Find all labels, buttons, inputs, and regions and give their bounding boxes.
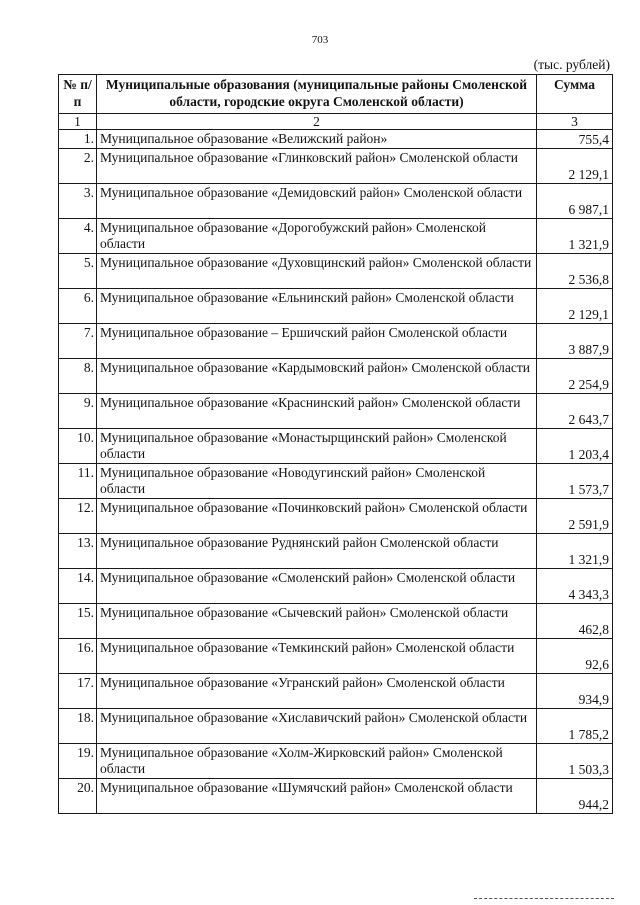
row-number: 7. xyxy=(59,324,97,359)
municipality-name: Муниципальное образование «Сычевский район» Смоленской области xyxy=(97,604,537,639)
row-number: 12. xyxy=(59,499,97,534)
amount: 1 321,9 xyxy=(537,534,613,569)
page-number: 703 xyxy=(311,34,329,46)
table-row xyxy=(59,639,613,674)
table-row xyxy=(59,184,613,219)
header-num: № п/п xyxy=(59,75,97,114)
header-sum: Сумма xyxy=(537,75,613,114)
row-number: 13. xyxy=(59,534,97,569)
municipality-name: Муниципальное образование «Смоленский район» Смоленской области xyxy=(97,569,537,604)
amount: 755,4 xyxy=(537,130,613,149)
municipality-name: Муниципальное образование «Глинковский район» Смоленской области xyxy=(97,149,537,184)
amount: 4 343,3 xyxy=(537,569,613,604)
table-row xyxy=(59,324,613,359)
row-number: 4. xyxy=(59,219,97,254)
municipality-name: Муниципальное образование «Угранский район» Смоленской области xyxy=(97,674,537,709)
scan-artifact-line xyxy=(474,898,614,899)
column-number: 3 xyxy=(537,114,613,130)
column-number: 2 xyxy=(97,114,537,130)
amount: 2 591,9 xyxy=(537,499,613,534)
municipality-name: Муниципальное образование – Ершичский район Смоленской области xyxy=(97,324,537,359)
amount: 1 321,9 xyxy=(537,219,613,254)
amount: 2 643,7 xyxy=(537,394,613,429)
row-number: 6. xyxy=(59,289,97,324)
budget-table xyxy=(58,74,613,814)
table-header xyxy=(59,75,613,114)
table-row xyxy=(59,674,613,709)
amount: 1 785,2 xyxy=(537,709,613,744)
row-number: 19. xyxy=(59,744,97,779)
row-number: 2. xyxy=(59,149,97,184)
row-number: 20. xyxy=(59,779,97,814)
column-numbers-row xyxy=(59,114,613,130)
table-row xyxy=(59,130,613,149)
amount: 1 203,4 xyxy=(537,429,613,464)
table-row xyxy=(59,359,613,394)
table-row xyxy=(59,289,613,324)
table-body xyxy=(59,130,613,814)
municipality-name: Муниципальное образование «Монастырщинский район» Смоленской области xyxy=(97,429,537,464)
amount: 462,8 xyxy=(537,604,613,639)
table-row xyxy=(59,149,613,184)
table-row xyxy=(59,534,613,569)
municipality-name: Муниципальное образование «Велижский район» xyxy=(97,130,537,149)
row-number: 17. xyxy=(59,674,97,709)
amount: 92,6 xyxy=(537,639,613,674)
table-row xyxy=(59,744,613,779)
table-row xyxy=(59,464,613,499)
row-number: 14. xyxy=(59,569,97,604)
row-number: 16. xyxy=(59,639,97,674)
row-number: 15. xyxy=(59,604,97,639)
municipality-name: Муниципальное образование «Дорогобужский район» Смоленской области xyxy=(97,219,537,254)
table-row xyxy=(59,709,613,744)
municipality-name: Муниципальное образование «Новодугинский район» Смоленской области xyxy=(97,464,537,499)
table-row xyxy=(59,569,613,604)
row-number: 8. xyxy=(59,359,97,394)
municipality-name: Муниципальное образование Руднянский район Смоленской области xyxy=(97,534,537,569)
amount: 2 254,9 xyxy=(537,359,613,394)
table-row xyxy=(59,499,613,534)
table-row xyxy=(59,394,613,429)
table-row xyxy=(59,254,613,289)
amount: 6 987,1 xyxy=(537,184,613,219)
municipality-name: Муниципальное образование «Кардымовский район» Смоленской области xyxy=(97,359,537,394)
municipality-name: Муниципальное образование «Ельнинский район» Смоленской области xyxy=(97,289,537,324)
amount: 2 129,1 xyxy=(537,149,613,184)
row-number: 1. xyxy=(59,130,97,149)
amount: 1 573,7 xyxy=(537,464,613,499)
amount: 934,9 xyxy=(537,674,613,709)
municipality-name: Муниципальное образование «Шумячский район» Смоленской области xyxy=(97,779,537,814)
row-number: 18. xyxy=(59,709,97,744)
municipality-name: Муниципальное образование «Темкинский район» Смоленской области xyxy=(97,639,537,674)
municipality-name: Муниципальное образование «Краснинский район» Смоленской области xyxy=(97,394,537,429)
units-label: (тыс. рублей) xyxy=(533,57,610,72)
table-row xyxy=(59,604,613,639)
table-row xyxy=(59,779,613,814)
amount: 3 887,9 xyxy=(537,324,613,359)
municipality-name: Муниципальное образование «Демидовский район» Смоленской области xyxy=(97,184,537,219)
table-row xyxy=(59,219,613,254)
row-number: 10. xyxy=(59,429,97,464)
column-number: 1 xyxy=(59,114,97,130)
municipality-name: Муниципальное образование «Холм-Жирковский район» Смоленской области xyxy=(97,744,537,779)
amount: 2 129,1 xyxy=(537,289,613,324)
municipality-name: Муниципальное образование «Духовщинский район» Смоленской области xyxy=(97,254,537,289)
table-row xyxy=(59,429,613,464)
amount: 1 503,3 xyxy=(537,744,613,779)
row-number: 5. xyxy=(59,254,97,289)
municipality-name: Муниципальное образование «Починковский район» Смоленской области xyxy=(97,499,537,534)
row-number: 3. xyxy=(59,184,97,219)
row-number: 9. xyxy=(59,394,97,429)
row-number: 11. xyxy=(59,464,97,499)
municipality-name: Муниципальное образование «Хиславичский район» Смоленской области xyxy=(97,709,537,744)
amount: 944,2 xyxy=(537,779,613,814)
amount: 2 536,8 xyxy=(537,254,613,289)
header-name: Муниципальные образования (муниципальные районы Смоленской области, городские округа Смоленской области) xyxy=(97,75,537,114)
